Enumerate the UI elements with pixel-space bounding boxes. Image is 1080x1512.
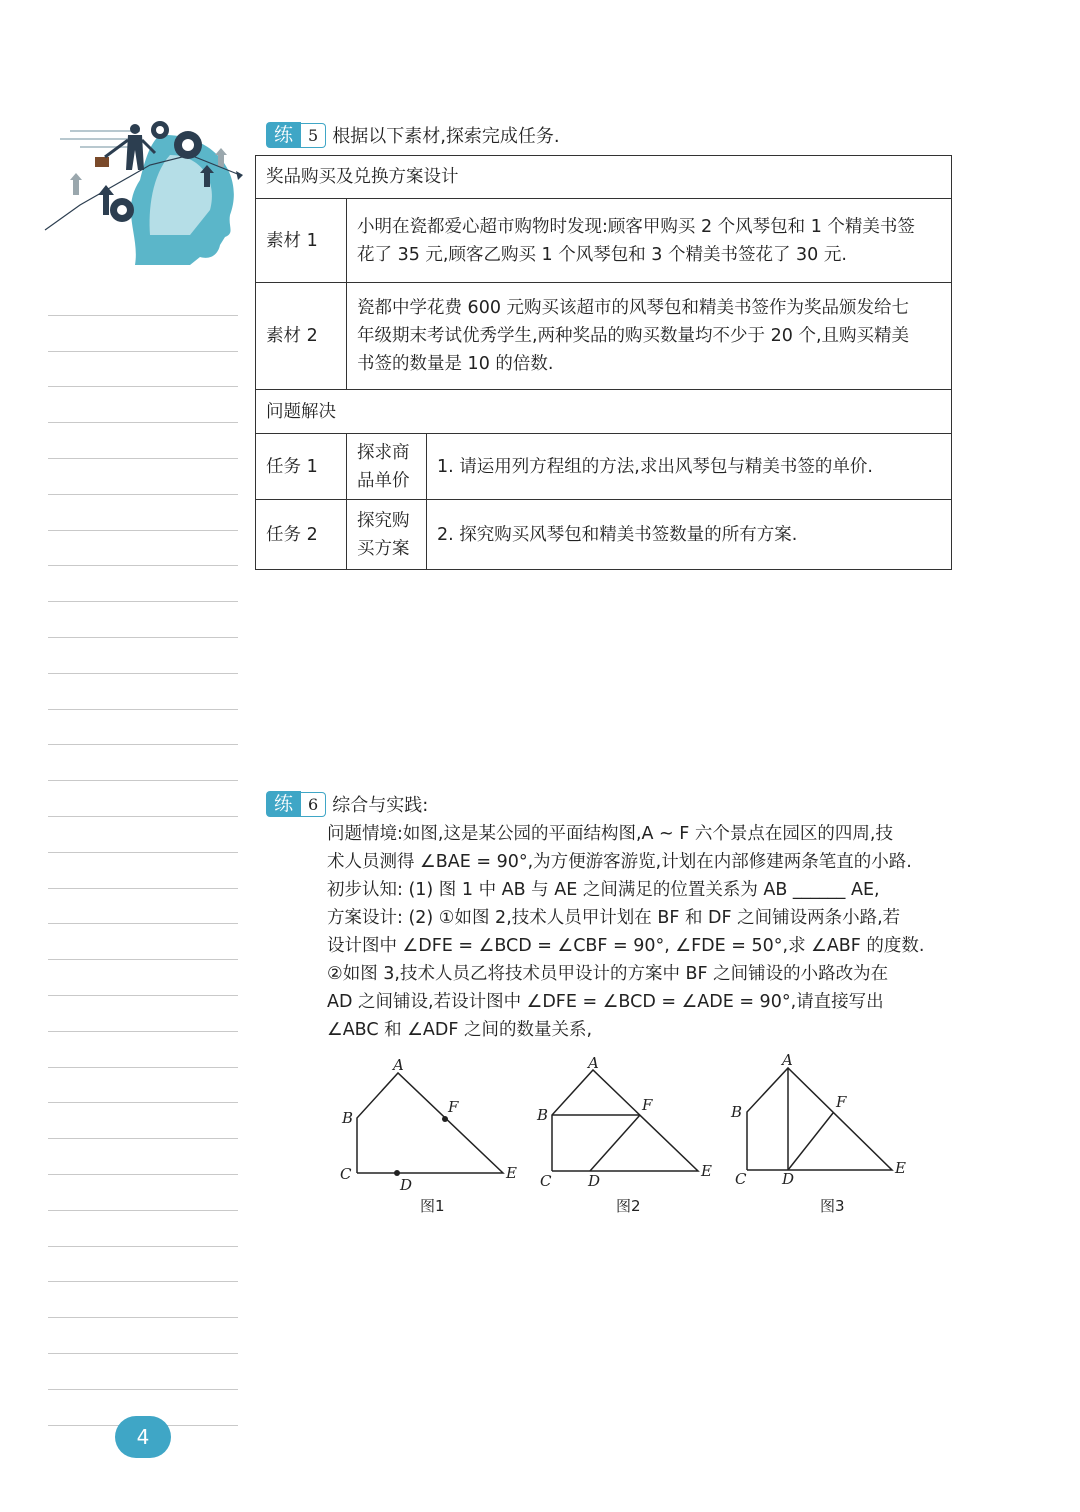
exercise-6-header (266, 791, 428, 817)
page-number: 4 (115, 1416, 171, 1458)
note-lines (48, 280, 238, 1426)
problem-line: 术人员测得 ∠BAE = 90°,为方便游客游览,计划在内部修建两条笔直的小路. (327, 852, 912, 872)
exercise-5-header (266, 122, 560, 148)
label-a: A (393, 1056, 404, 1074)
geometry-figures (330, 1048, 930, 1223)
label-c: C (735, 1170, 747, 1188)
problem-line: ②如图 3,技术人员乙将技术员甲设计的方案中 BF 之间铺设的小路改为在 (327, 964, 889, 984)
problem-line: AD 之间铺设,若设计图中 ∠DFE = ∠BCD = ∠ADE = 90°,请直接写出 (327, 992, 884, 1012)
material-1-label: 素材 1 (256, 199, 347, 283)
exercise-badge: 练 (266, 791, 301, 817)
figure-1-caption: 图1 (420, 1197, 445, 1215)
point-f-dot (442, 1116, 448, 1122)
label-e: E (701, 1162, 712, 1180)
figure-2-caption: 图2 (616, 1197, 641, 1215)
task-2-label: 任务 2 (256, 500, 347, 570)
task-table (255, 155, 952, 570)
label-a: A (782, 1051, 793, 1069)
label-c: C (540, 1172, 552, 1190)
material-2-text: 瓷都中学花费 600 元购买该超市的风琴包和精美书签作为奖品颁发给七 年级期末考试优秀学生,两种奖品的购买数量均不少于 20 个,且购买精美 书签的数量是 10 的倍数. (347, 283, 952, 390)
label-b: B (342, 1109, 354, 1127)
task-1-name: 探求商 品单价 (347, 434, 427, 500)
label-c: C (340, 1165, 352, 1183)
problem-line: ∠ABC 和 ∠ADF 之间的数量关系, (327, 1020, 593, 1040)
figure-3-caption: 图3 (820, 1197, 845, 1215)
material-1-text: 小明在瓷都爱心超市购物时发现:顾客甲购买 2 个风琴包和 1 个精美书签 花了 35 元,顾客乙购买 1 个风琴包和 3 个精美书签花了 30 元. (347, 199, 952, 283)
exercise-number: 6 (301, 792, 326, 817)
exercise-title: 综合与实践: (332, 795, 429, 816)
problem-line: 方案设计: (2) ①如图 2,技术人员甲计划在 BF 和 DF 之间铺设两条小路,若 (327, 908, 901, 928)
figure-1 (357, 1073, 503, 1173)
table-header: 奖品购买及兑换方案设计 (256, 156, 952, 199)
exercise-6-body (327, 820, 947, 1044)
task-1-text: 1. 请运用列方程组的方法,求出风琴包与精美书签的单价. (427, 434, 952, 500)
label-e: E (506, 1164, 517, 1182)
label-d: D (588, 1172, 601, 1190)
label-b: B (537, 1106, 549, 1124)
problem-line: 设计图中 ∠DFE = ∠BCD = ∠CBF = 90°, ∠FDE = 50°,求 ∠ABF 的度数. (327, 936, 925, 956)
exercise-number: 5 (301, 123, 326, 148)
task-2-text: 2. 探究购买风琴包和精美书签数量的所有方案. (427, 500, 952, 570)
exercise-badge: 练 (266, 122, 301, 148)
label-d: D (782, 1170, 795, 1188)
problem-line: 初步认知: (1) 图 1 中 AB 与 AE 之间满足的位置关系为 AB ______ AE, (327, 880, 880, 900)
figure-3 (747, 1068, 892, 1170)
label-f: F (448, 1098, 459, 1116)
material-2-label: 素材 2 (256, 283, 347, 390)
label-e: E (895, 1159, 906, 1177)
label-f: F (836, 1093, 847, 1111)
label-f: F (642, 1096, 653, 1114)
label-d: D (400, 1176, 413, 1194)
label-b: B (731, 1103, 743, 1121)
label-a: A (588, 1054, 599, 1072)
task-1-label: 任务 1 (256, 434, 347, 500)
problem-line: 问题情境:如图,这是某公园的平面结构图,A ~ F 六个景点在园区的四周,技 (327, 824, 893, 844)
figure-2 (552, 1070, 698, 1171)
business-illustration (40, 115, 250, 275)
problem-header: 问题解决 (256, 390, 952, 434)
exercise-title: 根据以下素材,探索完成任务. (332, 126, 560, 147)
task-2-name: 探究购 买方案 (347, 500, 427, 570)
